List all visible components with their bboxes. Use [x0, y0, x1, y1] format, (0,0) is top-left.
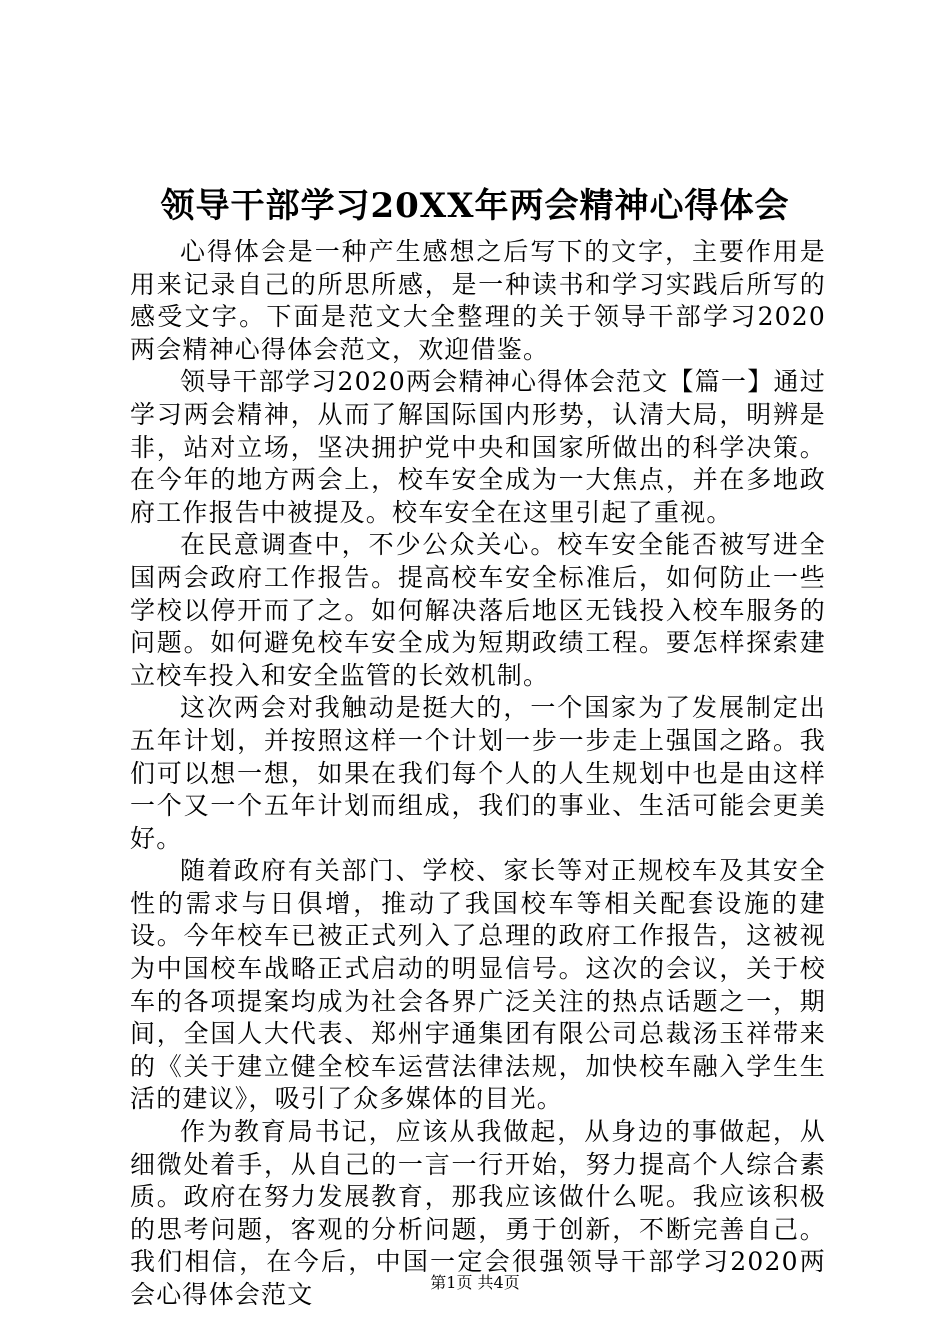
document-title: 领导干部学习20XX年两会精神心得体会: [160, 186, 790, 226]
paragraph: 心得体会是一种产生感想之后写下的文字，主要作用是用来记录自己的所思所感，是一种读书和学习实践后所写的感受文字。下面是范文大全整理的关于领导干部学习2020两会精神心得体会范文，欢迎借鉴。: [130, 237, 826, 364]
paragraph: 领导干部学习2020两会精神心得体会范文【篇一】通过学习两会精神，从而了解国际国内形势，认清大局，明辨是非，站对立场，坚决拥护党中央和国家所做出的科学决策。在今年的地方两会上，校车安全成为一大焦点，并在多地政府工作报告中被提及。校车安全在这里引起了重视。: [130, 367, 826, 527]
paragraph: 在民意调查中，不少公众关心。校车安全能否被写进全国两会政府工作报告。提高校车安全标准后，如何防止一些学校以停开而了之。如何解决落后地区无钱投入校车服务的问题。如何避免校车安全成为短期政绩工程。要怎样探索建立校车投入和安全监管的长效机制。: [130, 530, 826, 690]
paragraph: 随着政府有关部门、学校、家长等对正规校车及其安全性的需求与日俱增，推动了我国校车等相关配套设施的建设。今年校车已被正式列入了总理的政府工作报告，这被视为中国校车战略正式启动的明显信号。这次的会议，关于校车的各项提案均成为社会各界广泛关注的热点话题之一，期间，全国人大代表、郑州宇通集团有限公司总裁汤玉祥带来的《关于建立健全校车运营法律法规，加快校车融入学生生活的建议》，吸引了众多媒体的目光。: [130, 856, 826, 1114]
page-number-footer: 第1页 共4页: [430, 1273, 520, 1292]
document-body: [130, 236, 826, 1312]
paragraph: 这次两会对我触动是挺大的，一个国家为了发展制定出五年计划，并按照这样一个计划一步一步走上强国之路。我们可以想一想，如果在我们每个人的人生规划中也是由这样一个又一个五年计划而组成，我们的事业、生活可能会更美好。: [130, 693, 826, 853]
paragraph: 作为教育局书记，应该从我做起，从身边的事做起，从细微处着手，从自己的一言一行开始，努力提高个人综合素质。政府在努力发展教育，那我应该做什么呢。我应该积极的思考问题，客观的分析问题，勇于创新，不断完善自己。我们相信，在今后，中国一定会很强领导干部学习2020两会心得体会范文: [130, 1117, 826, 1309]
